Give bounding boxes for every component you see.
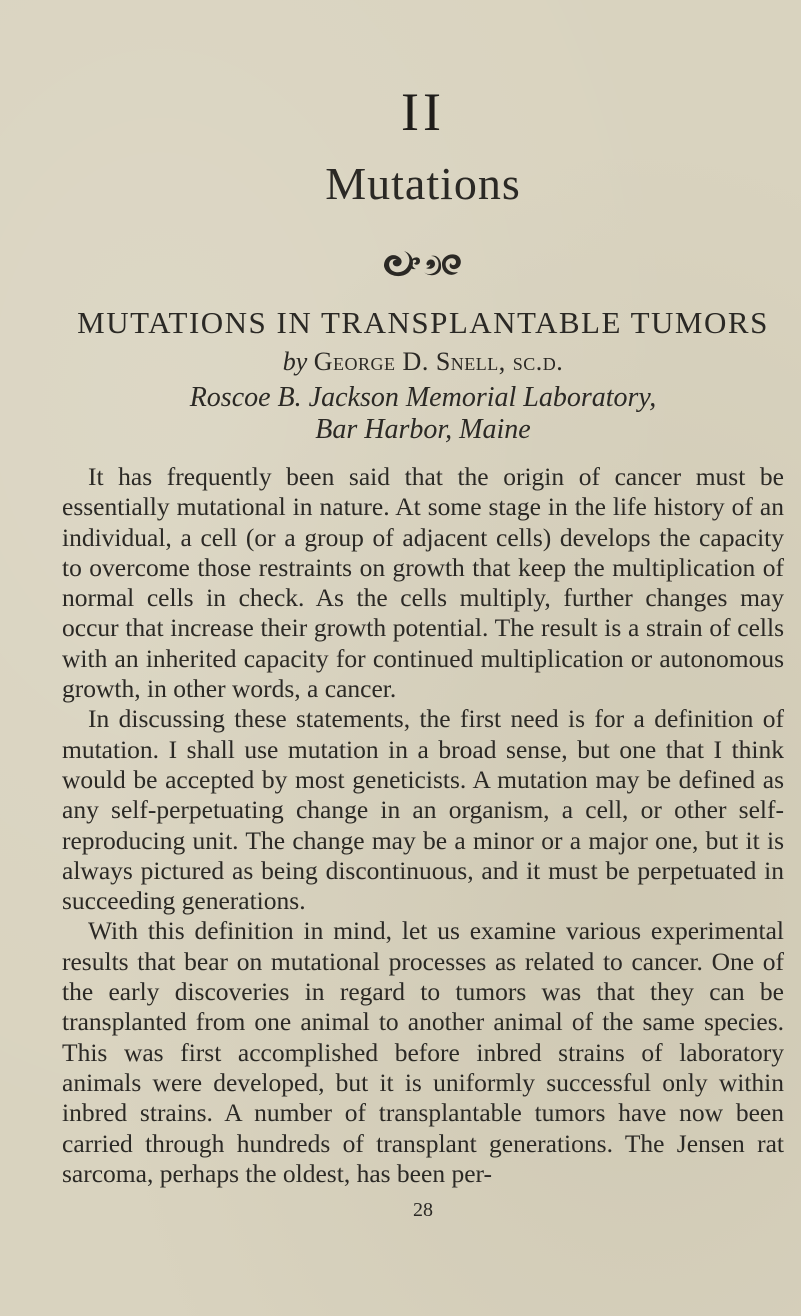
paragraph-2: In discussing these statements, the first need is for a definition of mutation. I shall use mutation in a broad sense, but one that I think would be accepted by most geneticists. A mutation may be defined as any self-perpetuating change in an organism, a cell, or other self-reproducing unit. The change may be a minor or a major one, but it is always pictured as being discontinuous, and it must be perpetuated in succeeding generations. — [62, 704, 784, 916]
paragraph-3: With this definition in mind, let us examine various experimental results that bear on mutational processes as related to cancer. One of the early discoveries in regard to tumors was that they can be transplanted from one animal to another animal of the same species. This was first accomplished before inbred strains of laboratory animals were developed, but it is uniformly successful only within inbred strains. A number of transplantable tumors have now been carried through hundreds of transplant generations. The Jensen rat sarcoma, perhaps the oldest, has been per- — [62, 916, 784, 1188]
author-name: George D. Snell, sc.d. — [313, 347, 564, 376]
affiliation-line-1: Roscoe B. Jackson Memorial Laboratory, — [189, 382, 657, 413]
byline — [62, 346, 784, 378]
page-number: 28 — [413, 1199, 433, 1221]
chapter-title: Mutations — [325, 158, 521, 209]
article-title: MUTATIONS IN TRANSPLANTABLE TUMORS — [77, 305, 769, 340]
byline-prefix: by — [282, 347, 308, 376]
chapter-number: II — [401, 82, 445, 142]
body-text — [62, 462, 784, 1189]
affiliation-line-2: Bar Harbor, Maine — [315, 414, 531, 445]
decorative-fleuron-icon — [62, 246, 784, 282]
paragraph-1: It has frequently been said that the origin of cancer must be essentially mutational in nature. At some stage in the life history of an individual, a cell (or a group of adjacent cells) develops the capacity to overcome those restraints on growth that keep the multiplication of normal cells in check. As the cells multiply, further changes may occur that increase their growth potential. The result is a strain of cells with an inherited capacity for continued multiplication or autonomous growth, in other words, a cancer. — [62, 462, 784, 704]
book-page — [62, 0, 784, 1316]
